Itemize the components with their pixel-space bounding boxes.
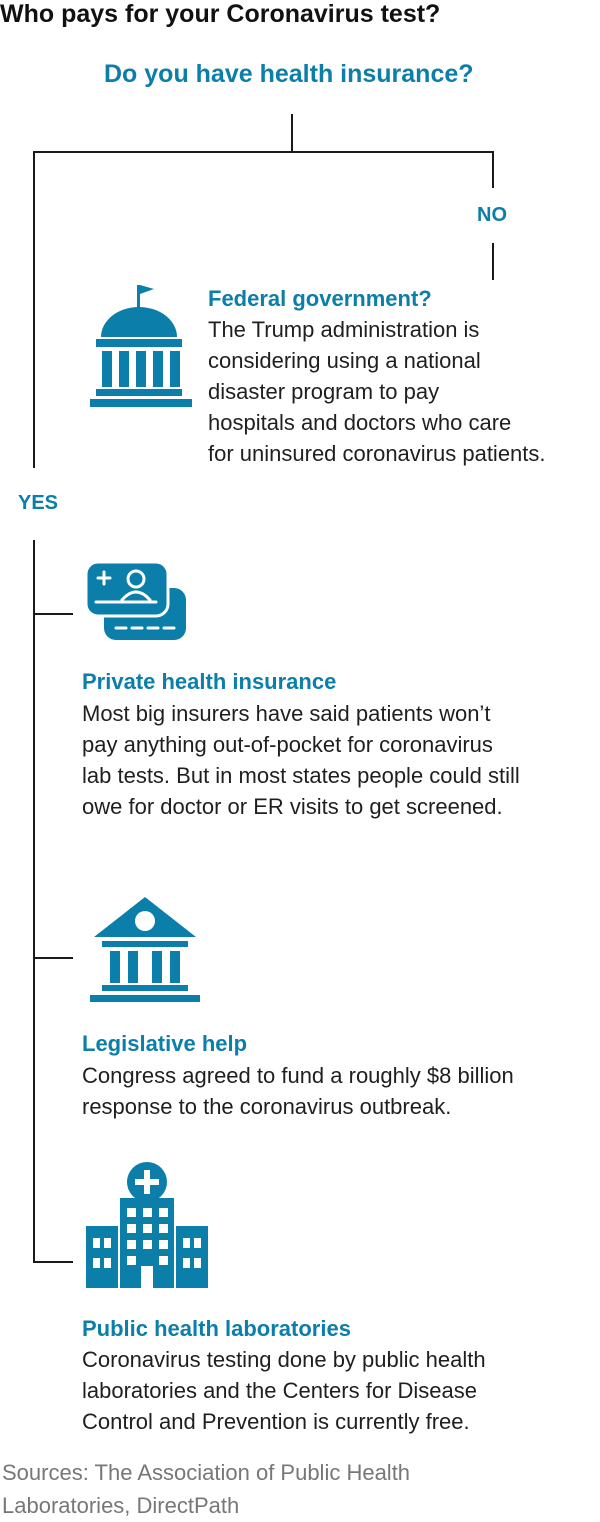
source-note: Sources: The Association of Public Health Laboratories, DirectPath bbox=[2, 1460, 411, 1518]
connector-yes-upper bbox=[33, 151, 35, 468]
connector-yes-lower bbox=[33, 540, 35, 1263]
item-text-legislative: Congress agreed to fund a roughly $8 billion response to the coronavirus outbreak. bbox=[82, 1063, 514, 1119]
item-heading-laboratories: Public health laboratories bbox=[82, 1316, 351, 1341]
item-heading-legislative: Legislative help bbox=[82, 1031, 248, 1056]
connector-tick-insurance bbox=[33, 613, 73, 615]
government-building-icon bbox=[88, 897, 202, 1005]
branch-label-yes: YES bbox=[18, 492, 59, 514]
question-label: Do you have health insurance? bbox=[104, 60, 474, 88]
connector-no-lower bbox=[492, 243, 494, 280]
connector-question-stem bbox=[291, 114, 293, 152]
branch-label-no: NO bbox=[477, 204, 507, 226]
connector-tick-laboratories bbox=[33, 1261, 73, 1263]
insurance-card-icon bbox=[86, 562, 188, 644]
connector-top-horizontal bbox=[33, 151, 494, 153]
item-text-private: Most big insurers have said patients won’t pay anything out-of-pocket for coronavirus lab tests. But in most states people could still owe for doctor or ER visits to get screened. bbox=[82, 701, 520, 819]
connector-no-upper bbox=[492, 151, 494, 188]
item-heading-federal: Federal government? bbox=[208, 286, 432, 311]
connector-tick-legislative bbox=[33, 957, 73, 959]
item-heading-private: Private health insurance bbox=[82, 669, 337, 694]
item-text-federal: The Trump administration is considering using a national disaster program to pay hospitals and doctors who care for uninsured coronavirus patients. bbox=[208, 317, 546, 466]
page-title: Who pays for your Coronavirus test? bbox=[0, 0, 441, 28]
capitol-building-icon bbox=[88, 285, 194, 411]
item-text-laboratories: Coronavirus testing done by public health laboratories and the Centers for Disease Control and Prevention is currently free. bbox=[82, 1347, 486, 1434]
hospital-icon bbox=[86, 1162, 208, 1288]
